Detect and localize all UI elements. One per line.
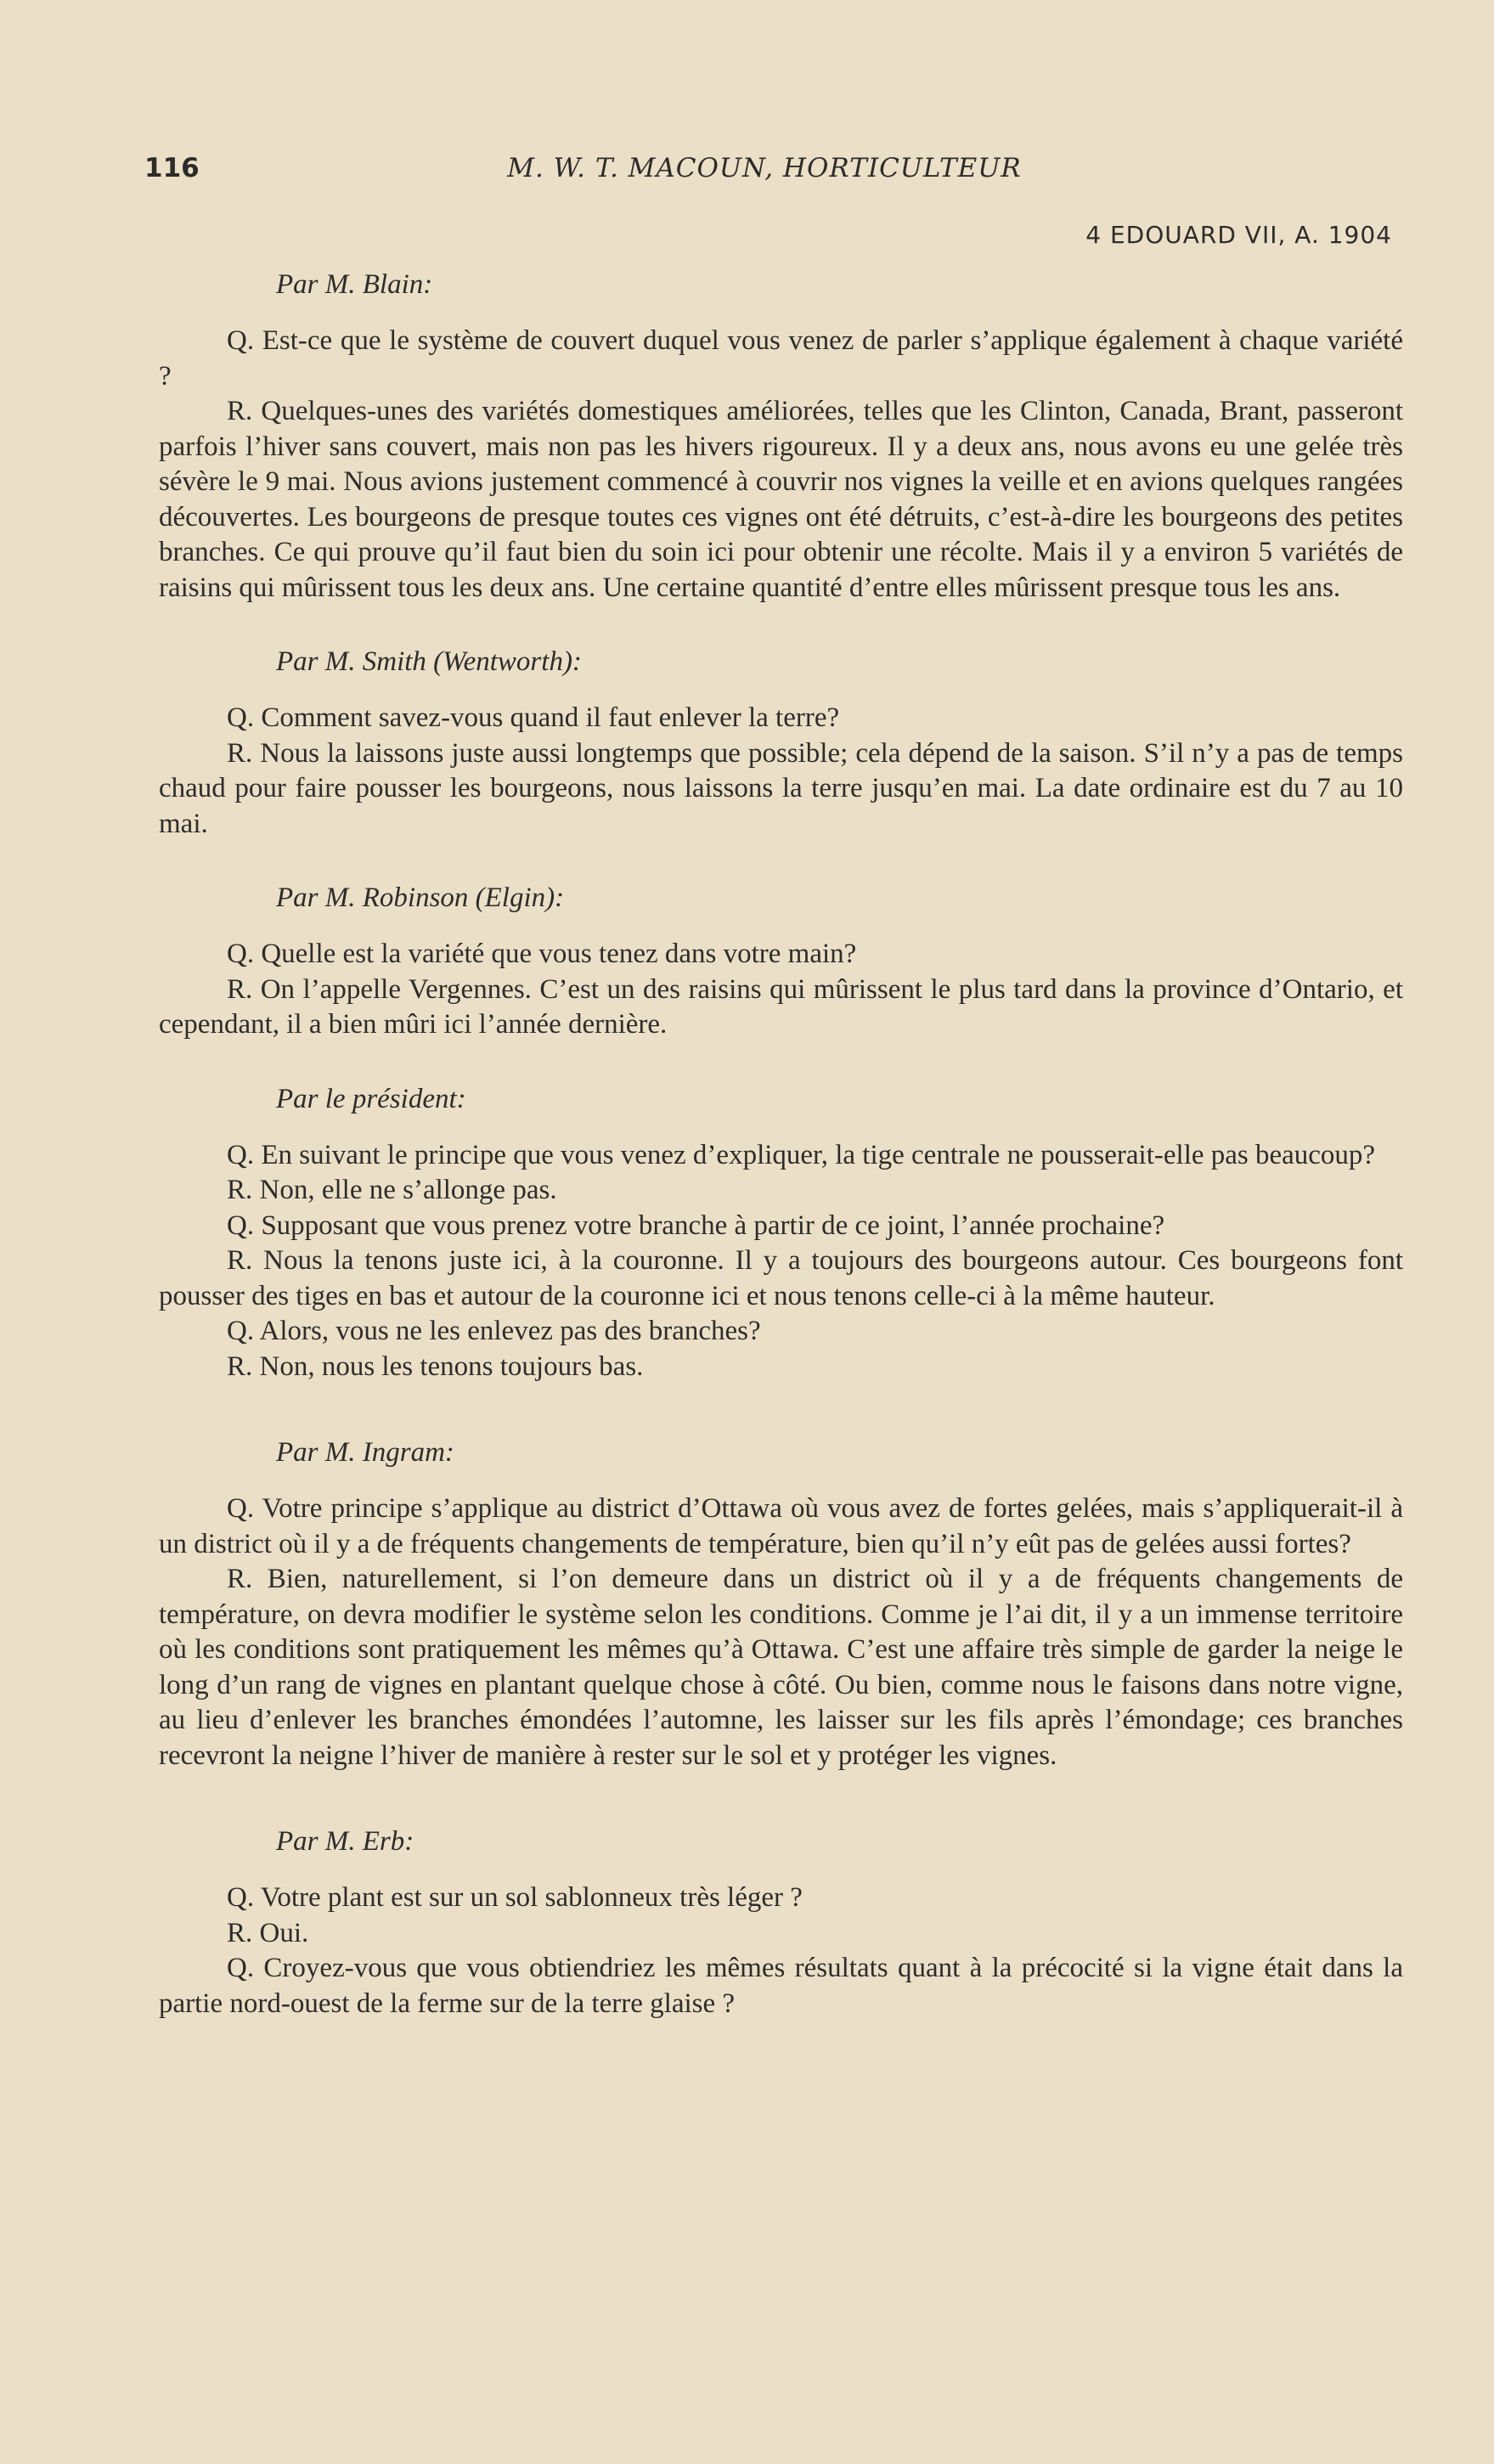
question: Q. Alors, vous ne les enlevez pas des branches? <box>227 1316 761 1346</box>
question: Q. Supposant que vous prenez votre branche à partir de ce joint, l’année prochaine? <box>227 1209 1165 1241</box>
section-erb <box>159 1824 1403 2021</box>
speaker-heading: Par M. Smith (Wentworth): <box>276 646 582 677</box>
question: Q. En suivant le principe que vous venez d’expliquer, la tige centrale ne pousserait-elle pas beaucoup? <box>227 1139 1376 1170</box>
section-blain <box>159 268 1403 606</box>
answer: R. Oui. <box>227 1917 309 1948</box>
speaker-heading: Par M. Robinson (Elgin): <box>276 882 565 913</box>
section-robinson <box>159 881 1403 1043</box>
section-smith <box>159 645 1403 842</box>
answer: R. Non, elle ne s’allonge pas. <box>227 1175 557 1205</box>
question: Q. Votre principe s’applique au district d’Ottawa où vous avez de fortes gelées, mais s’appliquerait-il à un district où il y a de fréquents changements de température, bien qu’il n’y eût pas de gelées aussi fortes? <box>159 1493 1403 1559</box>
question: Q. Croyez-vous que vous obtiendriez les mêmes résultats quant à la précocité si la vigne était dans la partie nord-ouest de la ferme sur de la terre glaise ? <box>159 1953 1403 2019</box>
answer: R. Nous la tenons juste ici, à la couronne. Il y a toujours des bourgeons autour. Ces bourgeons font pousser des tiges en bas et autour de la couronne ici et nous tenons celle-ci à la même hauteur. <box>159 1245 1403 1311</box>
page-header <box>144 153 1384 195</box>
question: Q. Comment savez-vous quand il faut enlever la terre? <box>227 702 840 733</box>
answer: R. Quelques-unes des variétés domestiques améliorées, telles que les Clinton, Canada, Brant, passeront parfois l’hiver sans couvert, mais non pas les hivers rigoureux. Il y a deux ans, nous avons eu une gelée très sévère le 9 mai. Nous avions justement commencé à couvrir nos vignes la veille et en avions quelques rangées découvertes. Les bourgeons de presque toutes ces vignes ont été détruits, c’est-à-dire les bourgeons des petites branches. Ce qui prouve qu’il faut bien du soin ici pour obtenir une récolte. Mais il y a environ 5 variétés de raisins qui mûrissent tous les deux ans. Une certaine quantité d’entre elles mûrissent presque tous les ans. <box>159 396 1403 603</box>
speaker-heading: Par le président: <box>276 1083 466 1114</box>
speaker-heading: Par M. Ingram: <box>276 1437 454 1468</box>
answer: R. Bien, naturellement, si l’on demeure dans un district où il y a de fréquents changements de température, on devra modifier le système selon les conditions. Comme je l’ai dit, il y a un immense territoire où les conditions sont pratiquement les mêmes qu’à Ottawa. C’est une affaire très simple de garder la neige le long d’un rang de vignes en plantant quelque chose à côté. Ou bien, comme nous le faisons dans notre vigne, au lieu d’enlever les branches émondées l’automne, les laisser sur les fils après l’émondage; ces branches recevront la neigne l’hiver de manière à rester sur le sol et y protéger les vignes. <box>159 1564 1403 1771</box>
question: Q. Votre plant est sur un sol sablonneux très léger ? <box>227 1882 803 1913</box>
session-label: 4 EDOUARD VII, A. 1904 <box>1085 221 1392 249</box>
speaker-heading: Par M. Erb: <box>276 1826 414 1857</box>
body-text <box>159 268 1403 2021</box>
section-president <box>159 1082 1403 1385</box>
answer: R. Non, nous les tenons toujours bas. <box>227 1350 644 1382</box>
page-number: 116 <box>144 153 200 183</box>
speaker-heading: Par M. Blain: <box>276 269 433 300</box>
answer: R. Nous la laissons juste aussi longtemps que possible; cela dépend de la saison. S’il n’y a pas de temps chaud pour faire pousser les bourgeons, nous laissons la terre jusqu’en mai. La date ordinaire est du 7 au 10 mai. <box>159 737 1403 839</box>
section-ingram <box>159 1435 1403 1773</box>
running-title: M. W. T. MACOUN, HORTICULTEUR <box>507 153 1022 183</box>
question: Q. Quelle est la variété que vous tenez dans votre main? <box>227 939 857 969</box>
question: Q. Est-ce que le système de couvert duquel vous venez de parler s’applique également à chaque variété ? <box>159 325 1403 392</box>
answer: R. On l’appelle Vergennes. C’est un des raisins qui mûrissent le plus tard dans la province d’Ontario, et cependant, il a bien mûri ici l’année dernière. <box>159 973 1403 1040</box>
